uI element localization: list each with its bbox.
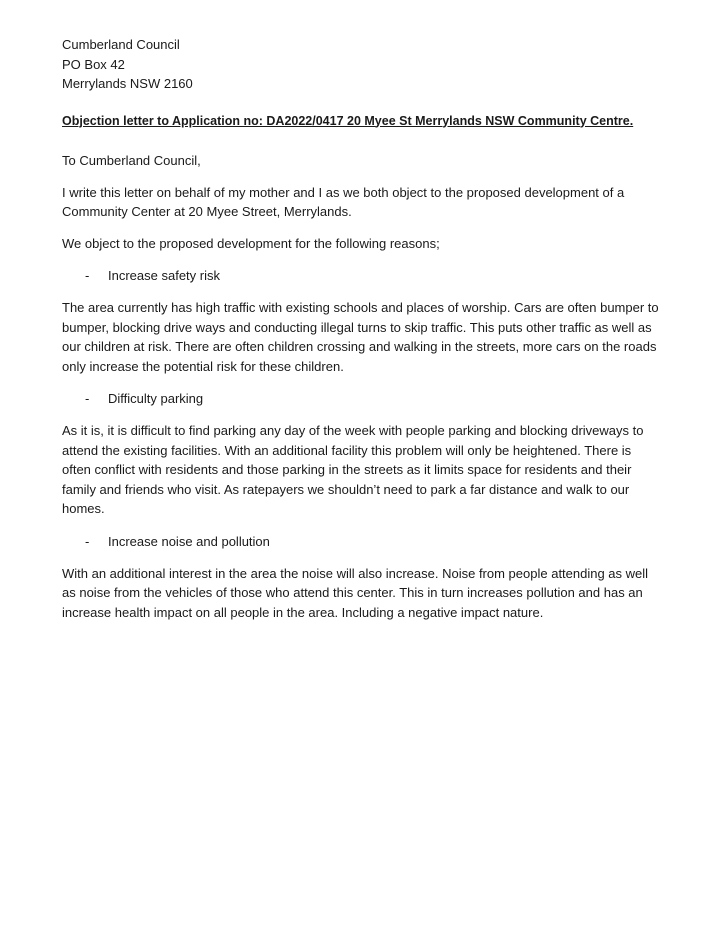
- bullet-marker: -: [85, 533, 90, 549]
- bullet-label: Difficulty parking: [108, 391, 204, 406]
- reasons-intro: We object to the proposed development for the following reasons;: [62, 235, 440, 251]
- safety-risk-paragraph: The area currently has high traffic with existing schools and places of worship. Cars are often bumper to bumper, blocking drive ways and conducting illegal turns to skip traffic. This puts other traffic as well as our children at risk. There are often children crossing and walking in the streets, more cars on the roads only increase the potential risk for these children.: [62, 300, 659, 374]
- letter-page: [62, 35, 662, 622]
- intro-paragraph: I write this letter on behalf of my mother and I as we both object to the proposed development of a Community Center at 20 Myee Street, Merrylands.: [62, 184, 625, 219]
- noise-pollution-paragraph: With an additional interest in the area the noise will also increase. Noise from people attending as well as noise from the vehicles of those who attend this center. This in turn increases pollution and has an increase health impact on all people in the area. Including a negative impact nature.: [62, 565, 649, 620]
- bullet-safety-risk: [62, 266, 662, 286]
- subject-line: Objection letter to Application no: DA2022/0417 20 Myee St Merrylands NSW Community Centre.: [62, 113, 634, 128]
- bullet-label: Increase safety risk: [108, 268, 220, 283]
- bullet-difficulty-parking: [62, 389, 662, 409]
- salutation: To Cumberland Council,: [62, 153, 201, 168]
- parking-paragraph: As it is, it is difficult to find parking any day of the week with people parking and blocking driveways to attend the existing facilities. With an additional facility this problem will only be heightened. There is often conflict with residents and those parking in the streets as it limits space for residents and their family and friends who visit. As ratepayers we shouldn’t need to park a far distance and walk to our homes.: [62, 423, 644, 516]
- address-line-3: Merrylands NSW 2160: [62, 76, 193, 91]
- bullet-marker: -: [85, 268, 90, 283]
- recipient-address: [62, 35, 662, 94]
- bullet-noise-pollution: [62, 532, 662, 552]
- bullet-label: Increase noise and pollution: [108, 533, 270, 549]
- bullet-marker: -: [85, 391, 90, 406]
- address-line-1: Cumberland Council: [62, 37, 180, 52]
- address-line-2: PO Box 42: [62, 56, 125, 72]
